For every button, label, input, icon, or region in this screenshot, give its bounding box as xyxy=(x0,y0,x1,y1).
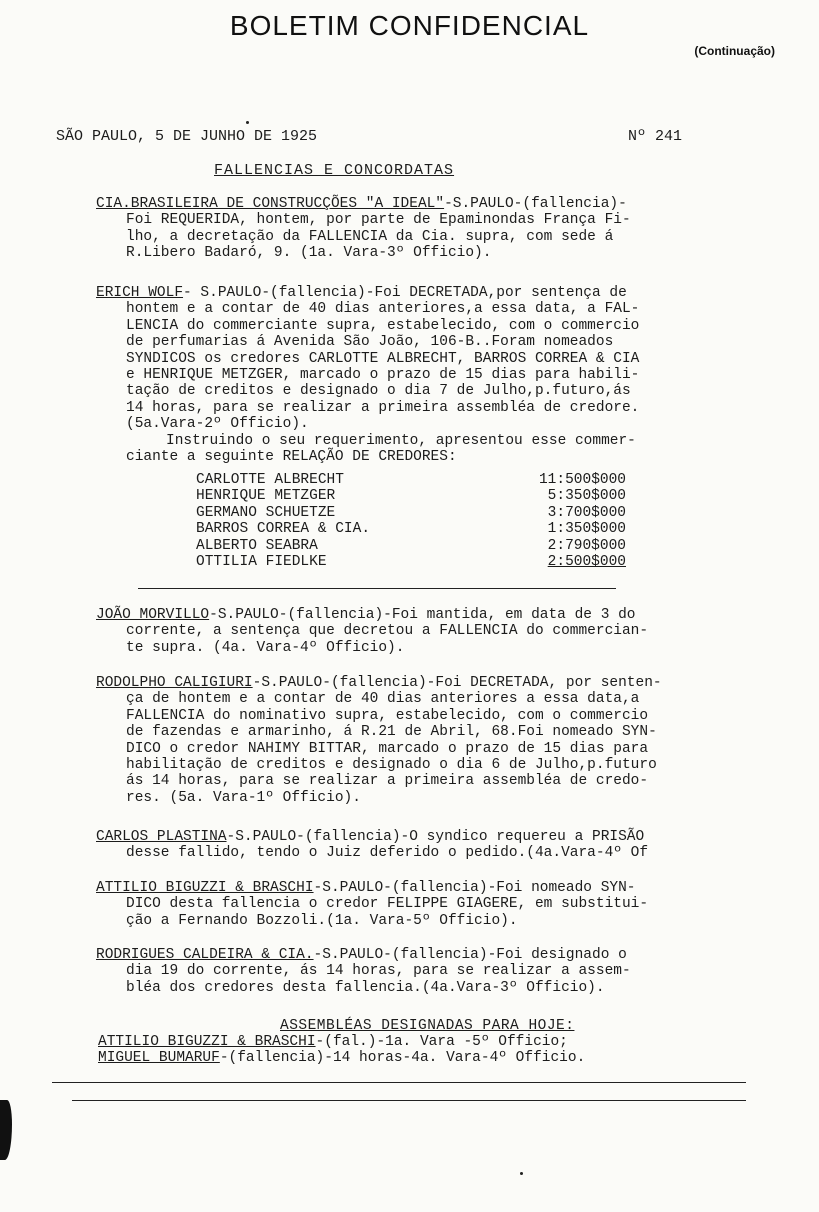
creditor-name: HENRIQUE METZGER xyxy=(196,488,336,505)
entry-lead: ATTILIO BIGUZZI & BRASCHI xyxy=(96,880,314,896)
entry-line: ça de hontem e a contar de 40 dias anteriores a essa data,a xyxy=(126,691,640,708)
ink-blot-mark xyxy=(0,1100,12,1160)
entry-lead: RODRIGUES CALDEIRA & CIA. xyxy=(96,947,314,963)
entry-line: tação de creditos e designado o dia 7 de Julho,p.futuro,ás xyxy=(126,383,631,400)
creditor-name: GERMANO SCHUETZE xyxy=(196,504,336,521)
entry-line: -S.PAULO-(fallencia)-Foi DECRETADA, por senten- xyxy=(252,675,662,691)
footer-rule xyxy=(52,1082,746,1083)
assemblies-title: ASSEMBLÉAS DESIGNADAS PARA HOJE: xyxy=(280,1018,575,1034)
entry-line: 14 horas, para se realizar a primeira assembléa de credore. xyxy=(126,399,640,416)
entry-line: Instruindo o seu requerimento, apresentou esse commer- xyxy=(166,432,636,449)
assembly-lead: ATTILIO BIGUZZI & BRASCHI xyxy=(98,1034,316,1050)
entry-line: -S.PAULO-(fallencia)-Foi designado o xyxy=(313,947,627,963)
creditor-row xyxy=(196,538,626,554)
entry-line: R.Libero Badaró, 9. (1a. Vara-3º Officio). xyxy=(126,245,492,262)
creditor-amount: 3:700$000 xyxy=(547,504,626,521)
creditor-amount: 2:790$000 xyxy=(547,537,626,554)
bulletin-number: Nº 241 xyxy=(628,128,683,145)
entry-line: e HENRIQUE METZGER, marcado o prazo de 15 dias para habili- xyxy=(126,367,640,384)
creditor-amount: 11:500$000 xyxy=(538,472,626,488)
entry-line: SYNDICOS os credores CARLOTTE ALBRECHT, BARROS CORREA & CIA xyxy=(126,350,640,367)
entry-line: -S.PAULO-(fallencia)-Foi mantida, em data de 3 do xyxy=(209,607,636,623)
entry-cia-brasileira xyxy=(96,196,756,262)
ink-speck-mark xyxy=(520,1172,523,1175)
entry-line: dia 19 do corrente, ás 14 horas, para se realizar a assem- xyxy=(126,963,631,980)
creditor-row xyxy=(196,554,626,570)
creditor-row xyxy=(196,472,626,488)
entry-line: corrente, a sentença que decretou a FALLENCIA do commercian- xyxy=(126,623,649,640)
creditor-row xyxy=(196,488,626,504)
creditors-list xyxy=(196,472,626,570)
entry-line: - S.PAULO-(fallencia)-Foi DECRETADA,por sentença de xyxy=(183,285,627,301)
entry-line: DICO desta fallencia o credor FELIPPE GIAGERE, em substitui- xyxy=(126,896,649,913)
entry-line: LENCIA do commerciante supra, estabelecido, com o commercio xyxy=(126,317,640,334)
entry-line: ciante a seguinte RELAÇÃO DE CREDORES: xyxy=(126,449,457,466)
entry-line: res. (5a. Vara-1º Officio). xyxy=(126,789,361,806)
entry-line: (5a.Vara-2º Officio). xyxy=(126,416,309,433)
entry-line: -S.PAULO-(fallencia)-O syndico requereu a PRISÃO xyxy=(226,829,645,845)
entry-rodrigues-caldeira xyxy=(96,947,756,996)
creditor-amount: 2:500$000 xyxy=(547,554,626,571)
entry-lead: CARLOS PLASTINA xyxy=(96,829,227,845)
continuation-label: (Continuação) xyxy=(694,44,775,58)
entry-line: de perfumarias á Avenida São João, 106-B..Foram nomeados xyxy=(126,334,614,351)
ink-speck-mark xyxy=(246,121,249,124)
entry-lead: RODOLPHO CALIGIURI xyxy=(96,675,253,691)
entry-line: desse fallido, tendo o Juiz deferido o pedido.(4a.Vara-4º Of xyxy=(126,845,649,862)
entry-line: ás 14 horas, para se realizar a primeira assembléa de credo- xyxy=(126,773,649,790)
creditor-row xyxy=(196,505,626,521)
entry-erich-wolf xyxy=(96,285,756,465)
assembly-text: -(fal.)-1a. Vara -5º Officio; xyxy=(315,1034,568,1050)
section-title: FALLENCIAS E CONCORDATAS xyxy=(214,162,455,179)
creditor-amount: 5:350$000 xyxy=(547,488,626,505)
entry-attilio-biguzzi xyxy=(96,880,756,929)
entry-line: hontem e a contar de 40 dias anteriores,a essa data, a FAL- xyxy=(126,301,640,318)
entry-line: bléa dos credores desta fallencia.(4a.Vara-3º Officio). xyxy=(126,979,605,996)
entry-line: -S.PAULO-(fallencia)-Foi nomeado SYN- xyxy=(313,880,636,896)
bulletin-title: BOLETIM CONFIDENCIAL xyxy=(229,10,590,41)
entry-line: te supra. (4a. Vara-4º Officio). xyxy=(126,639,405,656)
creditor-row xyxy=(196,521,626,537)
assembly-item xyxy=(98,1050,758,1066)
entry-rodolpho-caligiuri xyxy=(96,675,756,806)
entry-line: habilitação de creditos e designado o dia 6 de Julho,p.futuro xyxy=(126,757,657,774)
entry-carlos-plastina xyxy=(96,829,756,862)
creditor-name: CARLOTTE ALBRECHT xyxy=(196,472,344,488)
assembly-lead: MIGUEL BUMARUF xyxy=(98,1050,220,1066)
creditor-amount: 1:350$000 xyxy=(547,521,626,538)
entry-lead: ERICH WOLF xyxy=(96,285,184,301)
assembly-text: -(fallencia)-14 horas-4a. Vara-4º Officio. xyxy=(219,1050,586,1066)
entry-line: lho, a decretação da FALLENCIA da Cia. supra, com sede á xyxy=(126,228,614,245)
entry-line: Foi REQUERIDA, hontem, por parte de Epaminondas França Fi- xyxy=(126,212,631,229)
footer-rule xyxy=(72,1100,746,1101)
entry-line: FALLENCIA do nominativo supra, estabelecido, com o commercio xyxy=(126,707,649,724)
creditor-name: OTTILIA FIEDLKE xyxy=(196,554,327,571)
creditor-name: BARROS CORREA & CIA. xyxy=(196,521,371,538)
entry-line: de fazendas e armarinho, á R.21 de Abril, 68.Foi nomeado SYN- xyxy=(126,724,657,741)
entry-lead: JOÃO MORVILLO xyxy=(96,607,210,623)
entry-joao-morvillo xyxy=(96,607,756,656)
assembly-item xyxy=(98,1034,758,1050)
entry-lead: CIA.BRASILEIRA DE CONSTRUCÇÕES "A IDEAL" xyxy=(96,196,445,212)
separator-rule xyxy=(138,588,616,589)
creditor-name: ALBERTO SEABRA xyxy=(196,537,318,554)
entry-line: ção a Fernando Bozzoli.(1a. Vara-5º Officio). xyxy=(126,912,518,929)
entry-line: -S.PAULO-(fallencia)- xyxy=(444,196,627,212)
entry-line: DICO o credor NAHIMY BITTAR, marcado o prazo de 15 dias para xyxy=(126,740,649,757)
dateline: SÃO PAULO, 5 DE JUNHO DE 1925 xyxy=(56,128,318,145)
